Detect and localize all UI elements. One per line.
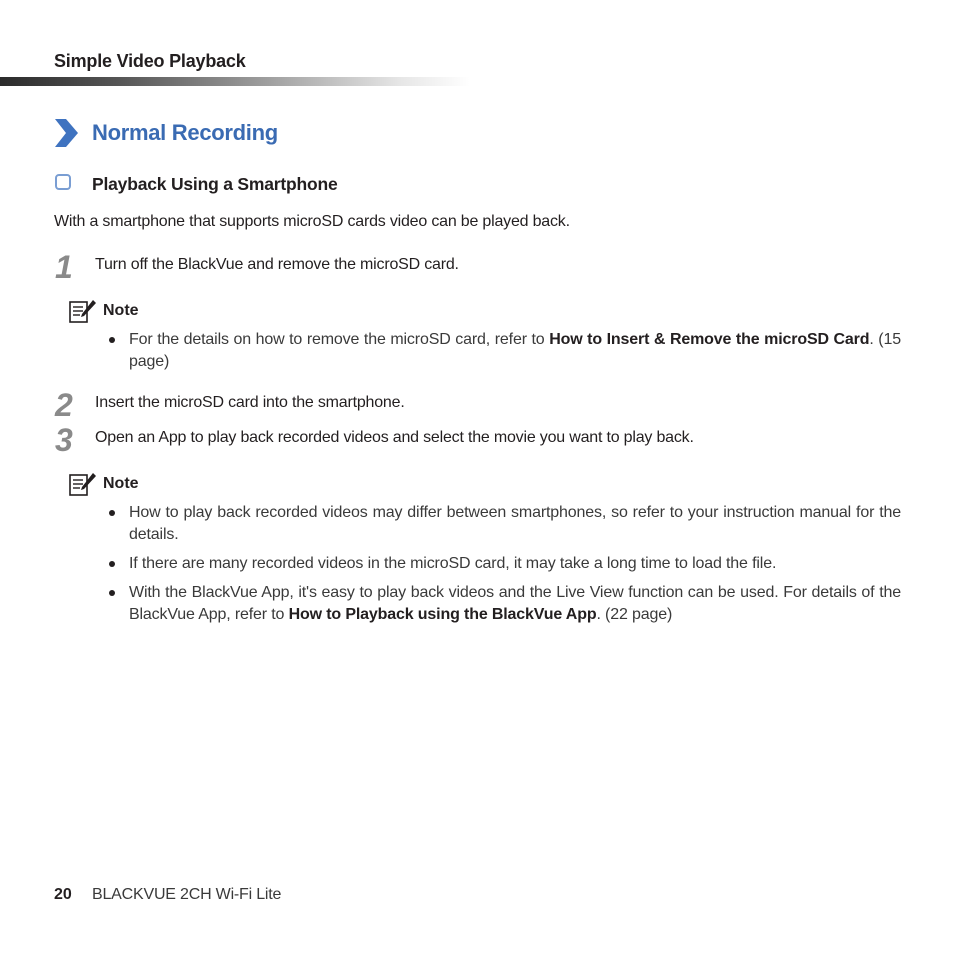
running-header-title: Simple Video Playback bbox=[54, 51, 246, 71]
step-number: 3 bbox=[55, 422, 72, 458]
step-text: Turn off the BlackVue and remove the microSD card. bbox=[95, 256, 459, 273]
note-bullet: How to play back recorded videos may differ between smartphones, so refer to your instruction manual for the details. bbox=[129, 504, 901, 543]
chevron-right-icon bbox=[53, 118, 79, 148]
product-name: BLACKVUE 2CH Wi-Fi Lite bbox=[92, 886, 282, 903]
intro-paragraph: With a smartphone that supports microSD cards video can be played back. bbox=[54, 213, 570, 230]
note-pencil-icon bbox=[69, 299, 97, 323]
step-number: 1 bbox=[55, 249, 72, 285]
note-bullet: If there are many recorded videos in the microSD card, it may take a long time to load the file. bbox=[129, 555, 777, 572]
step-text: Open an App to play back recorded videos and select the movie you want to play back. bbox=[95, 429, 694, 446]
bullet-dot bbox=[109, 561, 115, 567]
bullet-dot bbox=[109, 337, 115, 343]
note-label: Note bbox=[103, 302, 139, 319]
note-label: Note bbox=[103, 475, 139, 492]
square-outline-icon bbox=[55, 174, 71, 190]
bullet-dot bbox=[109, 510, 115, 516]
subsection-title: Playback Using a Smartphone bbox=[92, 174, 338, 194]
step-number: 2 bbox=[55, 387, 72, 423]
bullet-dot bbox=[109, 590, 115, 596]
step-text: Insert the microSD card into the smartphone. bbox=[95, 394, 405, 411]
section-title: Normal Recording bbox=[92, 120, 278, 145]
note-pencil-icon bbox=[69, 472, 97, 496]
page-number: 20 bbox=[54, 886, 72, 903]
note-bullet: For the details on how to remove the microSD card, refer to How to Insert & Remove the microSD Card. (15 page) bbox=[129, 331, 901, 370]
header-gradient-bar bbox=[0, 77, 470, 86]
note-bullet: With the BlackVue App, it's easy to play back videos and the Live View function can be used. For details of the BlackVue App, refer to How to Playback using the BlackVue App. (22 page) bbox=[129, 584, 901, 623]
